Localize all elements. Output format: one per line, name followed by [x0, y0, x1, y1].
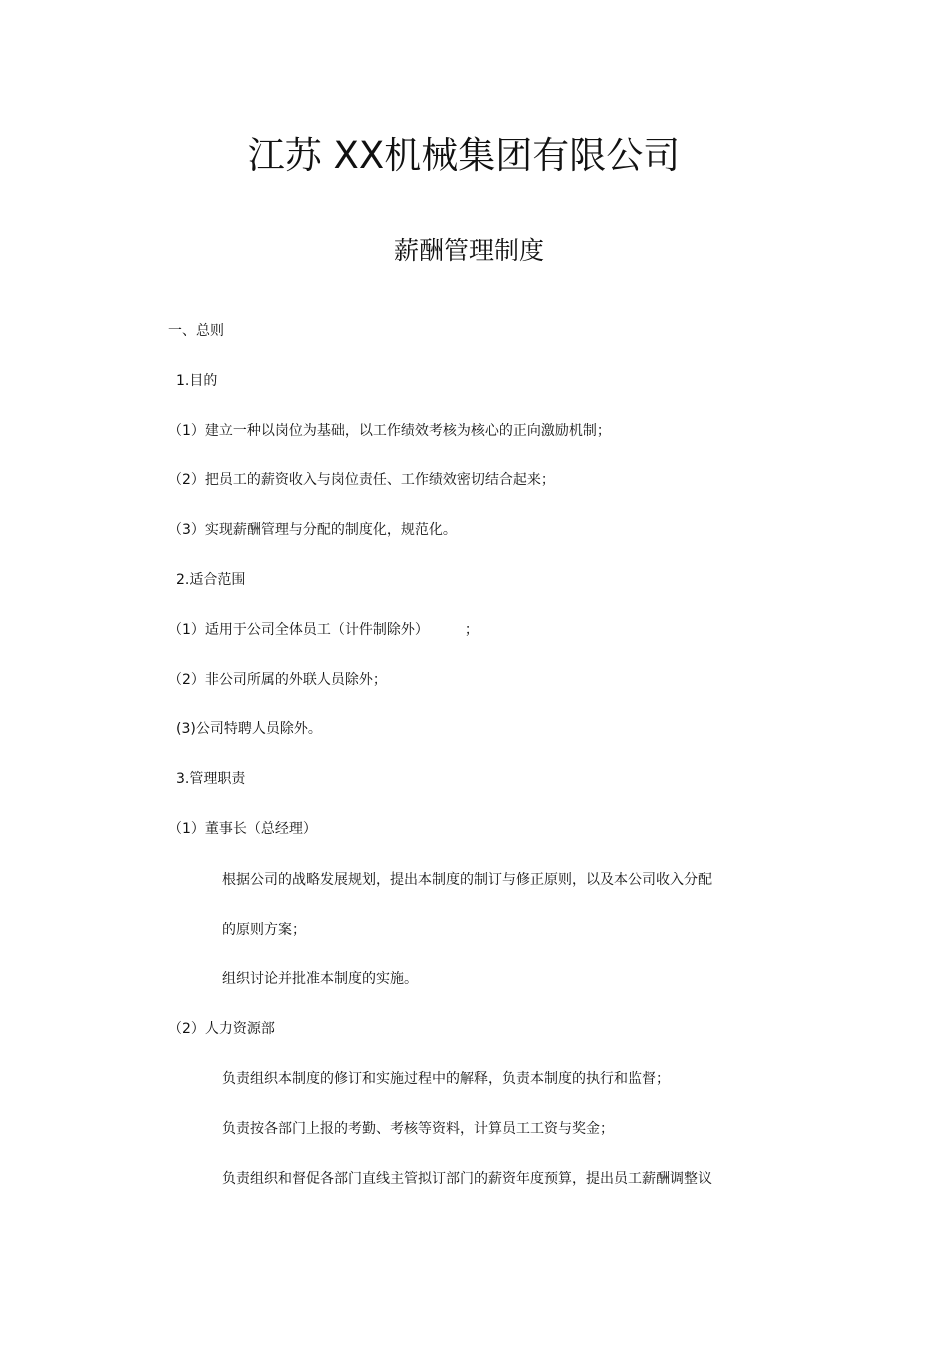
paragraph-scope-2: （2）非公司所属的外联人员除外； — [168, 672, 387, 688]
paragraph-scope-1-text: （1）适用于公司全体员工（计件制除外） — [168, 622, 429, 638]
paragraph-hr-a: 负责组织本制度的修订和实施过程中的解释，负责本制度的执行和监督； — [222, 1071, 670, 1087]
paragraph-purpose-2: （2）把员工的薪资收入与岗位责任、工作绩效密切结合起来； — [168, 472, 555, 488]
paragraph-purpose-3: （3）实现薪酬管理与分配的制度化，规范化。 — [168, 522, 457, 538]
subheading-purpose: 1.目的 — [176, 373, 218, 389]
document-subtitle: 薪酬管理制度 — [393, 236, 544, 265]
paragraph-chairman-a-continued: 的原则方案； — [222, 922, 306, 938]
subheading-responsibilities: 3.管理职责 — [176, 771, 246, 787]
paragraph-chairman-b: 组织讨论并批准本制度的实施。 — [222, 971, 418, 987]
paragraph-scope-1-punct: ； — [464, 622, 479, 638]
document-title: 江苏 XX机械集团有限公司 — [247, 134, 681, 177]
paragraph-purpose-1: （1）建立一种以岗位为基础，以工作绩效考核为核心的正向激励机制； — [168, 423, 611, 439]
subheading-scope: 2.适合范围 — [176, 572, 246, 588]
paragraph-scope-1 — [168, 621, 479, 639]
paragraph-chairman: （1）董事长（总经理） — [168, 821, 317, 837]
paragraph-hr: （2）人力资源部 — [168, 1021, 275, 1037]
paragraph-scope-3: (3)公司特聘人员除外。 — [176, 721, 322, 737]
paragraph-chairman-a: 根据公司的战略发展规划，提出本制度的制订与修正原则，以及本公司收入分配 — [222, 872, 712, 888]
paragraph-hr-b: 负责按各部门上报的考勤、考核等资料，计算员工工资与奖金； — [222, 1121, 614, 1137]
paragraph-hr-c: 负责组织和督促各部门直线主管拟订部门的薪资年度预算，提出员工薪酬调整议 — [222, 1171, 712, 1187]
section-heading-general: 一、总则 — [168, 323, 224, 339]
